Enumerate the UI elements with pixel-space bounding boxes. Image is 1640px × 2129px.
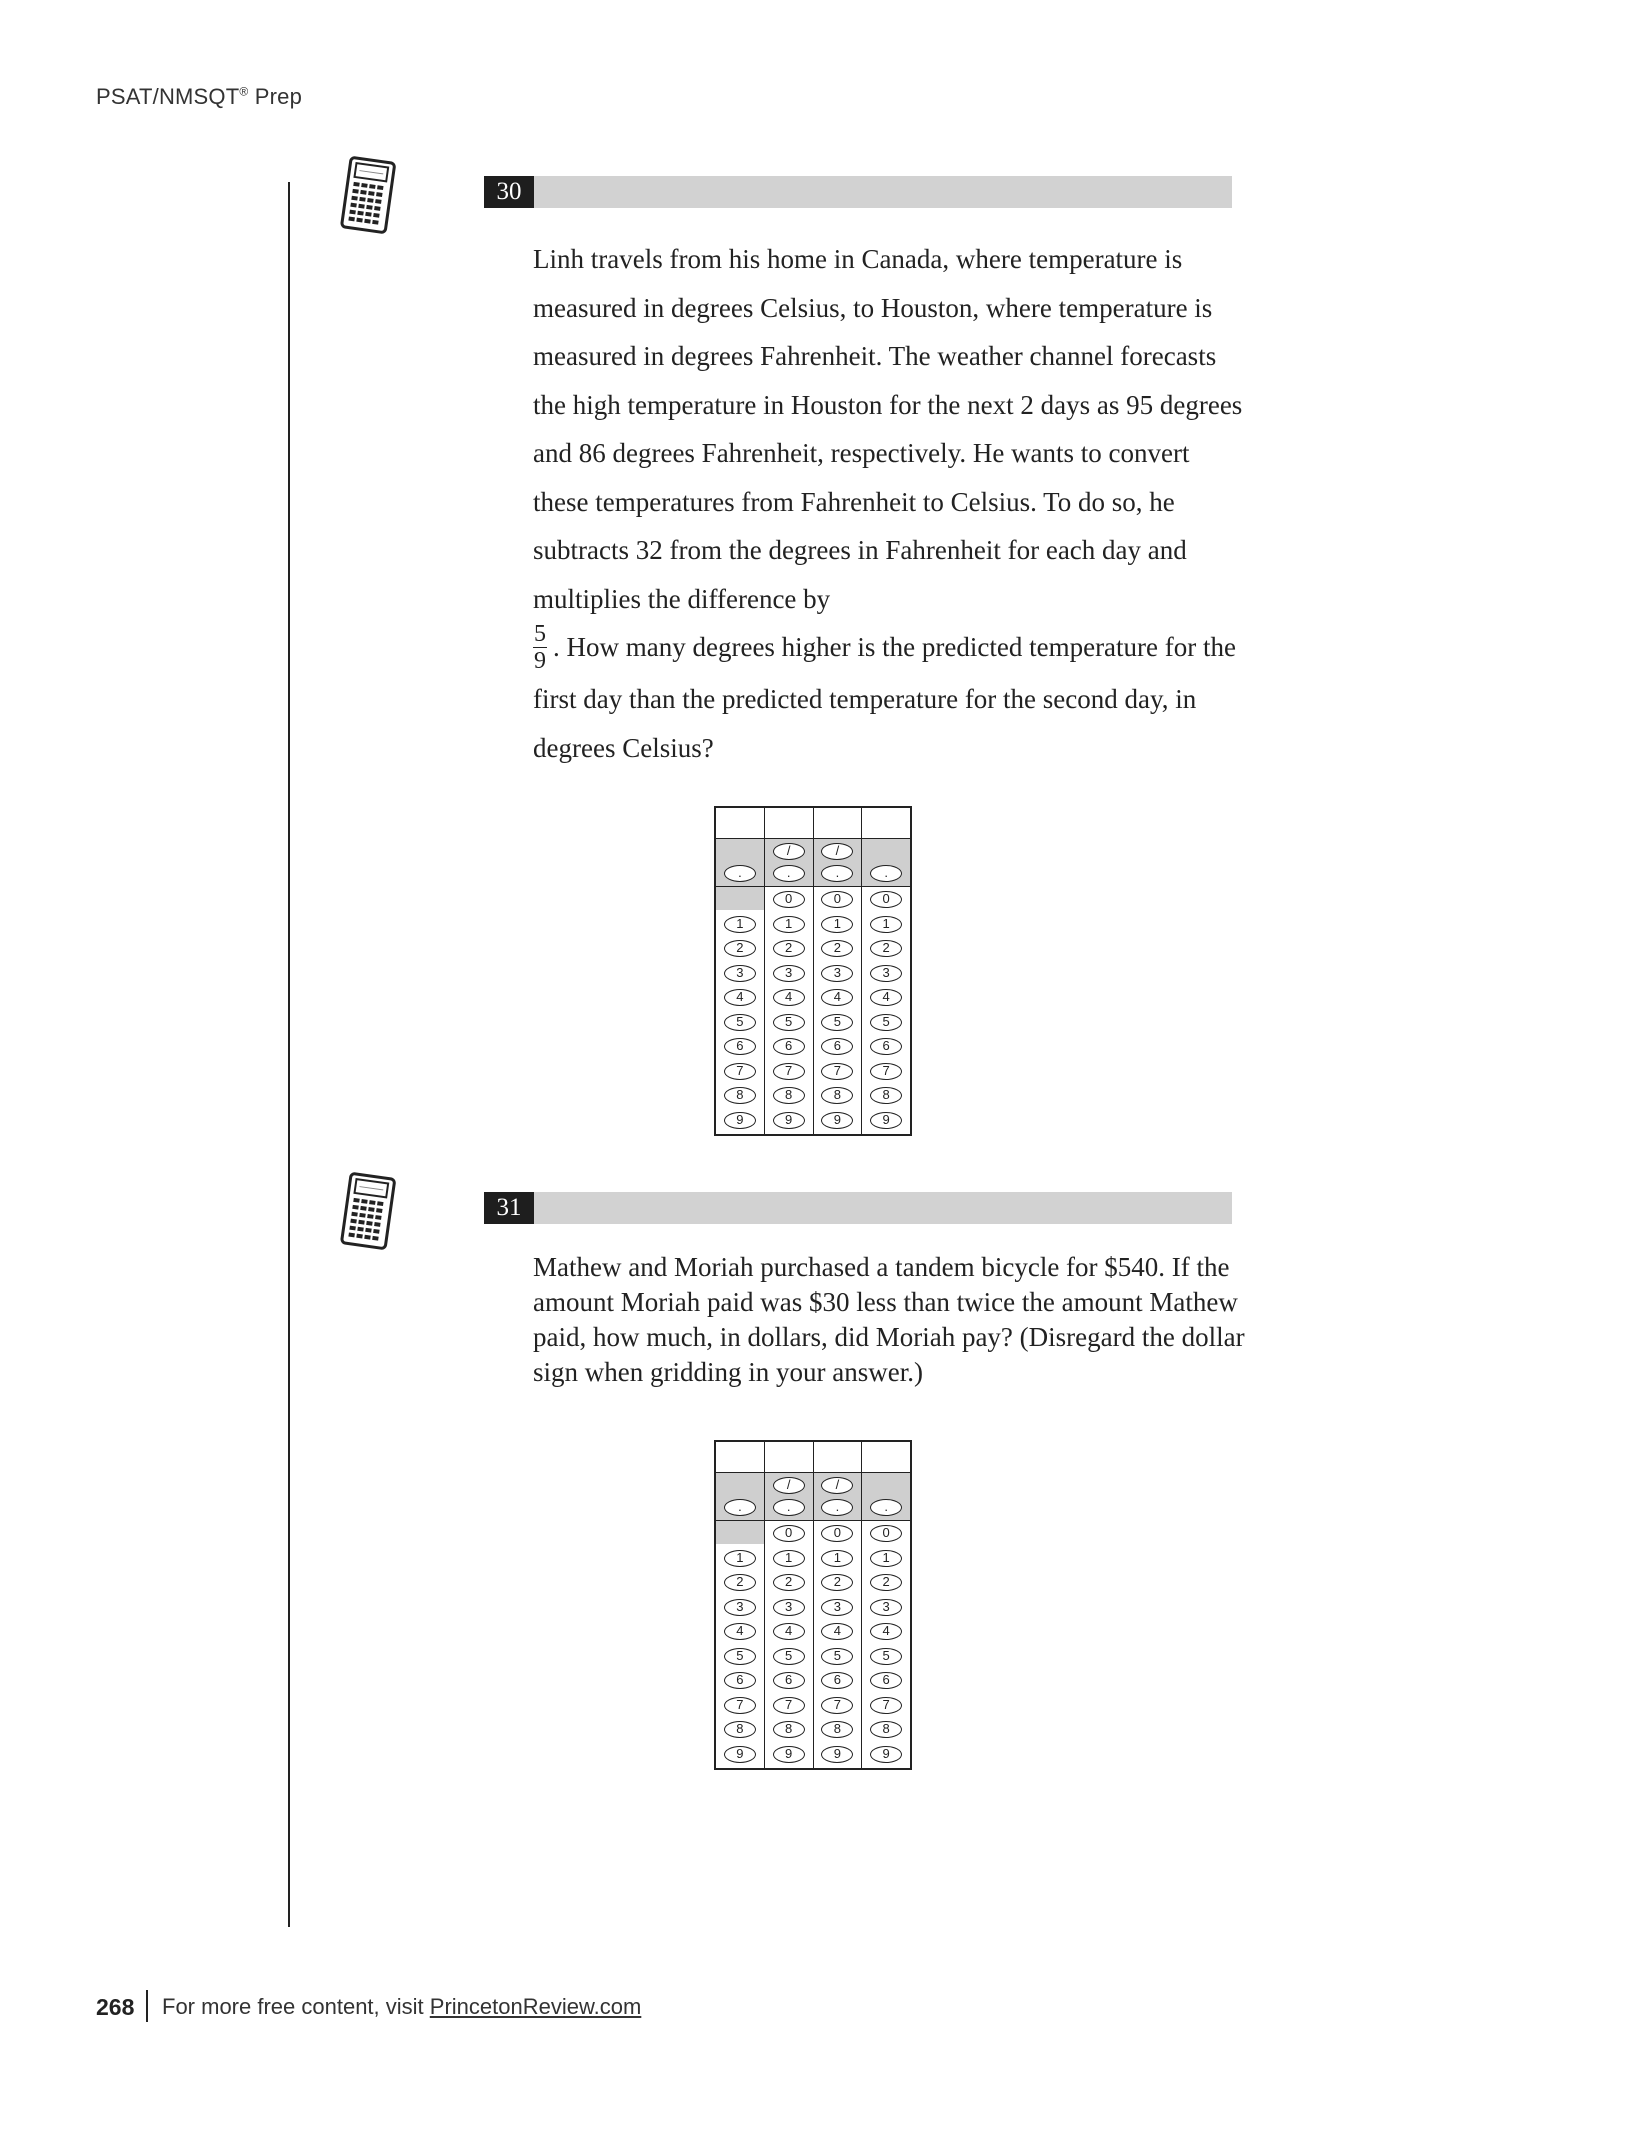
answer-entry-box[interactable] (862, 1442, 910, 1473)
digit-bubble-5[interactable]: 5 (724, 1648, 756, 1665)
digit-bubble-9[interactable]: 9 (870, 1746, 902, 1763)
digit-bubble-5[interactable]: 5 (724, 1014, 756, 1031)
digit-bubble-6[interactable]: 6 (724, 1038, 756, 1055)
digit-bubble-1[interactable]: 1 (724, 916, 756, 933)
digit-bubble-4[interactable]: 4 (724, 1623, 756, 1640)
calculator-icon (340, 1172, 396, 1252)
digit-bubble-5[interactable]: 5 (773, 1014, 805, 1031)
digit-bubble-9[interactable]: 9 (724, 1112, 756, 1129)
fraction-bar-bubble[interactable]: / (821, 1477, 853, 1494)
digit-bubble-7[interactable]: 7 (773, 1063, 805, 1080)
digit-bubble-3[interactable]: 3 (870, 965, 902, 982)
digit-bubble-5[interactable]: 5 (773, 1648, 805, 1665)
digit-bubble-8[interactable]: 8 (773, 1087, 805, 1104)
fraction-bar-bubble[interactable]: / (773, 1477, 805, 1494)
digit-bubble-2[interactable]: 2 (724, 1574, 756, 1591)
answer-entry-box[interactable] (716, 1442, 764, 1473)
digit-bubble-7[interactable]: 7 (821, 1697, 853, 1714)
footer-text: For more free content, visit PrincetonReview.com (162, 1994, 642, 2019)
digit-bubble-8[interactable]: 8 (870, 1087, 902, 1104)
question-30-header-bar (484, 176, 1232, 208)
digit-bubble-4[interactable]: 4 (870, 989, 902, 1006)
digit-bubble-1[interactable]: 1 (870, 916, 902, 933)
decimal-point-bubble[interactable]: . (724, 1499, 756, 1516)
digit-bubble-3[interactable]: 3 (870, 1599, 902, 1616)
digit-bubble-2[interactable]: 2 (821, 940, 853, 957)
digit-bubble-5[interactable]: 5 (821, 1014, 853, 1031)
page-number: 268 (96, 1994, 135, 2020)
margin-rule (288, 182, 290, 1927)
digit-bubble-4[interactable]: 4 (870, 1623, 902, 1640)
digit-bubble-3[interactable]: 3 (724, 1599, 756, 1616)
decimal-point-bubble[interactable]: . (773, 865, 805, 882)
digit-bubble-8[interactable]: 8 (724, 1721, 756, 1738)
princeton-review-link[interactable]: PrincetonReview.com (429, 1994, 642, 2019)
digit-bubble-4[interactable]: 4 (724, 989, 756, 1006)
digit-bubble-8[interactable]: 8 (821, 1721, 853, 1738)
digit-bubble-9[interactable]: 9 (821, 1112, 853, 1129)
calculator-icon (340, 156, 396, 236)
digit-bubble-6[interactable]: 6 (821, 1672, 853, 1689)
digit-bubble-0[interactable]: 0 (773, 891, 805, 908)
digit-bubble-2[interactable]: 2 (724, 940, 756, 957)
digit-bubble-6[interactable]: 6 (773, 1038, 805, 1055)
answer-grid-30 (714, 806, 912, 1136)
digit-bubble-4[interactable]: 4 (773, 1623, 805, 1640)
question-31-text: Mathew and Moriah purchased a tandem bicycle for $540. If the amount Moriah paid was $30 less than twice the amount Mathew paid, how much, in dollars, did Moriah pay? (Disregard the dollar sign when gridding in your answer.) (533, 1252, 1245, 1387)
digit-bubble-9[interactable]: 9 (773, 1112, 805, 1129)
grid-column (814, 1442, 863, 1768)
digit-bubble-3[interactable]: 3 (724, 965, 756, 982)
digit-bubble-8[interactable]: 8 (773, 1721, 805, 1738)
zero-row-shading (716, 1521, 764, 1544)
digit-bubble-4[interactable]: 4 (821, 989, 853, 1006)
digit-bubble-9[interactable]: 9 (724, 1746, 756, 1763)
digit-bubble-2[interactable]: 2 (870, 1574, 902, 1591)
digit-bubble-1[interactable]: 1 (773, 1550, 805, 1567)
digit-bubble-8[interactable]: 8 (870, 1721, 902, 1738)
digit-bubble-3[interactable]: 3 (773, 965, 805, 982)
digit-bubble-4[interactable]: 4 (821, 1623, 853, 1640)
digit-bubble-0[interactable]: 0 (773, 1525, 805, 1542)
digit-bubble-7[interactable]: 7 (773, 1697, 805, 1714)
digit-bubble-8[interactable]: 8 (724, 1087, 756, 1104)
question-30-text: Linh travels from his home in Canada, where temperature is measured in degrees Celsius, to Houston, where temperature is measured in degrees Fahrenheit. The weather channel forecasts the high temperature in Houston for the next 2 days as 95 degrees and 86 degrees Fahrenheit, respectively. He wants to convert these temperatures from Fahrenheit to Celsius. To do so, he subtracts 32 from the degrees in Fahrenheit for each day and multiplies the difference by $\frac{5}{9}$ . How many degrees higher is the predicted temperature for the first day than the predicted temperature for the second day, in degrees Celsius? (533, 244, 1243, 763)
fraction-bar-bubble[interactable]: / (773, 843, 805, 860)
decimal-point-bubble[interactable]: . (724, 865, 756, 882)
digit-bubble-8[interactable]: 8 (821, 1087, 853, 1104)
digit-bubble-3[interactable]: 3 (821, 965, 853, 982)
digit-bubble-7[interactable]: 7 (870, 1063, 902, 1080)
footer-divider (146, 1990, 148, 2022)
grid-column (862, 808, 910, 1134)
digit-bubble-0[interactable]: 0 (821, 891, 853, 908)
digit-bubble-1[interactable]: 1 (821, 1550, 853, 1567)
decimal-point-bubble[interactable]: . (821, 1499, 853, 1516)
answer-entry-box[interactable] (814, 808, 862, 839)
question-number: 31 (484, 1192, 534, 1224)
digit-bubble-2[interactable]: 2 (773, 1574, 805, 1591)
digit-bubble-4[interactable]: 4 (773, 989, 805, 1006)
digit-bubble-0[interactable]: 0 (870, 1525, 902, 1542)
answer-entry-box[interactable] (765, 1442, 813, 1473)
digit-bubble-9[interactable]: 9 (773, 1746, 805, 1763)
grid-column (765, 808, 814, 1134)
running-header: PSAT/NMSQT® Prep (96, 84, 303, 109)
digit-bubble-3[interactable]: 3 (773, 1599, 805, 1616)
grid-column (716, 808, 765, 1134)
digit-bubble-6[interactable]: 6 (821, 1038, 853, 1055)
digit-bubble-2[interactable]: 2 (773, 940, 805, 957)
digit-bubble-2[interactable]: 2 (821, 1574, 853, 1591)
fraction-bar-bubble[interactable]: / (821, 843, 853, 860)
answer-entry-box[interactable] (716, 808, 764, 839)
digit-bubble-1[interactable]: 1 (773, 916, 805, 933)
digit-bubble-3[interactable]: 3 (821, 1599, 853, 1616)
digit-bubble-0[interactable]: 0 (870, 891, 902, 908)
answer-entry-box[interactable] (765, 808, 813, 839)
digit-bubble-9[interactable]: 9 (821, 1746, 853, 1763)
decimal-point-bubble[interactable]: . (821, 865, 853, 882)
digit-bubble-1[interactable]: 1 (870, 1550, 902, 1567)
digit-bubble-1[interactable]: 1 (724, 1550, 756, 1567)
digit-bubble-0[interactable]: 0 (821, 1525, 853, 1542)
decimal-point-bubble[interactable]: . (870, 1499, 902, 1516)
digit-bubble-6[interactable]: 6 (870, 1672, 902, 1689)
grid-column (765, 1442, 814, 1768)
decimal-point-bubble[interactable]: . (773, 1499, 805, 1516)
question-number: 30 (484, 176, 534, 208)
digit-bubble-5[interactable]: 5 (821, 1648, 853, 1665)
grid-column (716, 1442, 765, 1768)
digit-bubble-6[interactable]: 6 (724, 1672, 756, 1689)
digit-bubble-7[interactable]: 7 (724, 1063, 756, 1080)
zero-row-shading (716, 887, 764, 910)
digit-bubble-5[interactable]: 5 (870, 1648, 902, 1665)
fraction-five-ninths: $\frac{5}{9}$ (534, 621, 546, 675)
digit-bubble-9[interactable]: 9 (870, 1112, 902, 1129)
digit-bubble-7[interactable]: 7 (821, 1063, 853, 1080)
question-31-header-bar (484, 1192, 1232, 1224)
digit-bubble-6[interactable]: 6 (773, 1672, 805, 1689)
digit-bubble-5[interactable]: 5 (870, 1014, 902, 1031)
digit-bubble-6[interactable]: 6 (870, 1038, 902, 1055)
grid-column (814, 808, 863, 1134)
answer-grid-31 (714, 1440, 912, 1770)
digit-bubble-1[interactable]: 1 (821, 916, 853, 933)
answer-entry-box[interactable] (814, 1442, 862, 1473)
grid-column (862, 1442, 910, 1768)
answer-entry-box[interactable] (862, 808, 910, 839)
decimal-point-bubble[interactable]: . (870, 865, 902, 882)
digit-bubble-2[interactable]: 2 (870, 940, 902, 957)
digit-bubble-7[interactable]: 7 (870, 1697, 902, 1714)
digit-bubble-7[interactable]: 7 (724, 1697, 756, 1714)
